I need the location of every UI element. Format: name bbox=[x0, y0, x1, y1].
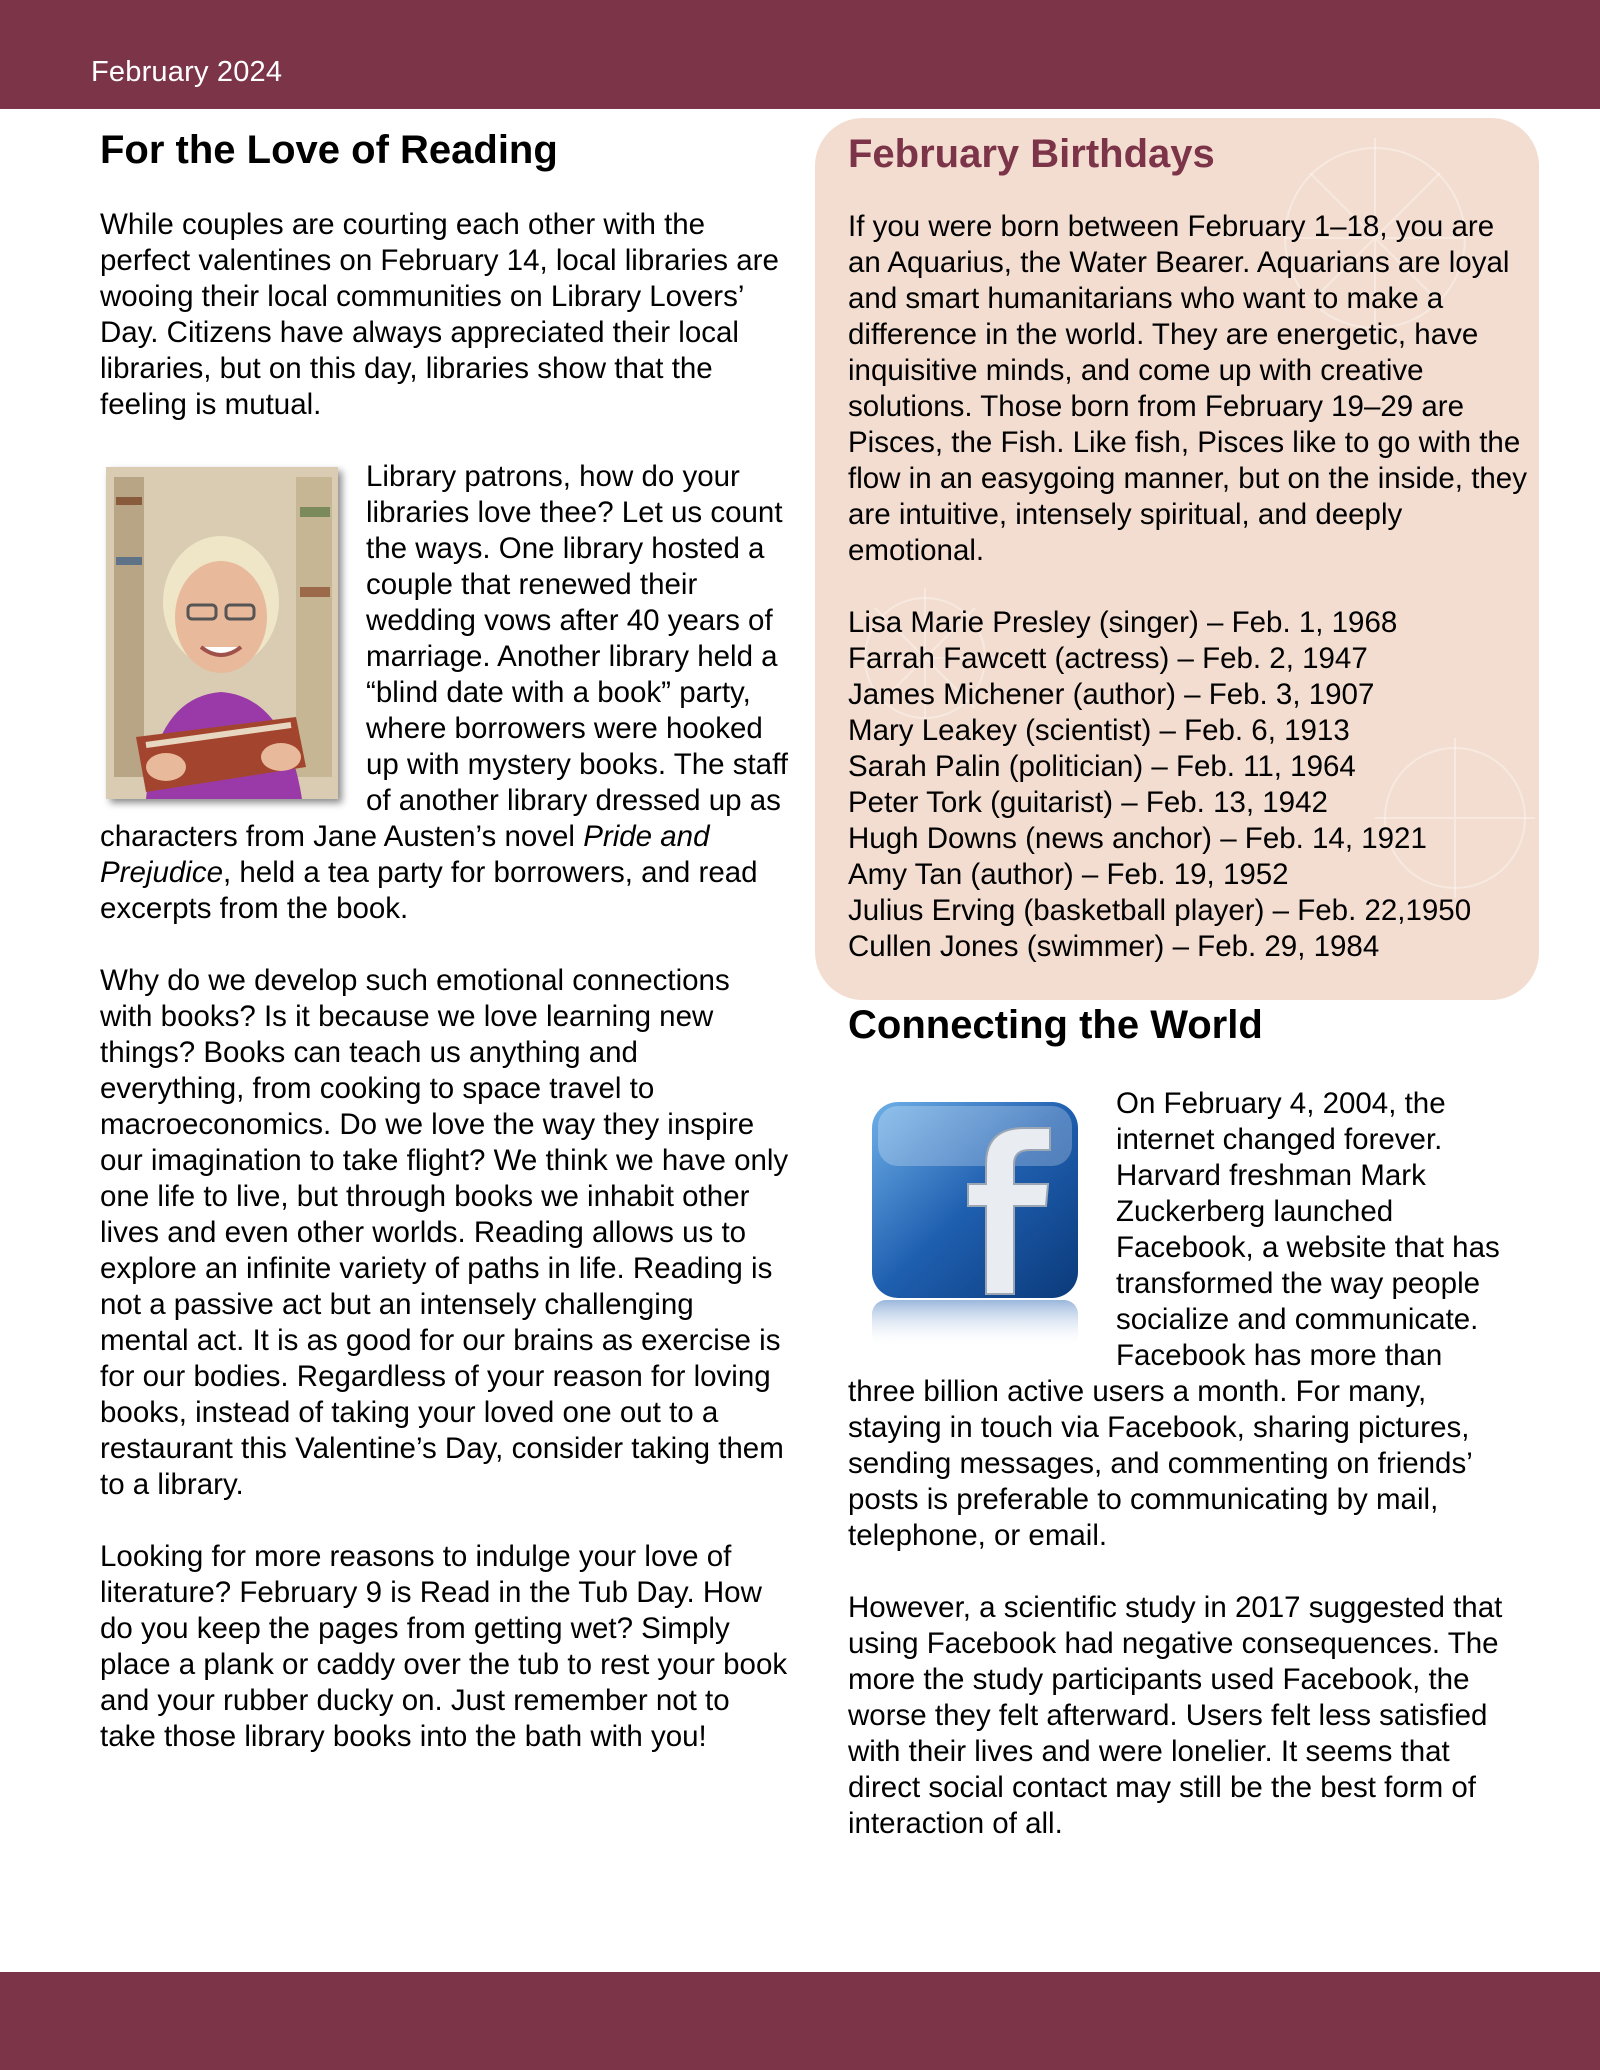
reading-paragraph-2-block bbox=[100, 459, 790, 927]
reading-title: For the Love of Reading bbox=[100, 128, 558, 172]
birthday-list bbox=[848, 605, 1528, 965]
birthday-item: Hugh Downs (news anchor) – Feb. 14, 1921 bbox=[848, 822, 1427, 855]
birthday-item: Mary Leakey (scientist) – Feb. 6, 1913 bbox=[848, 714, 1350, 747]
connecting-article bbox=[848, 1003, 1508, 1842]
reading-paragraph-2-end: , held a tea party for borrowers, and read excerpts from the book. bbox=[100, 856, 758, 925]
reading-paragraph-3: Why do we develop such emotional connections with books? Is it because we love learning new things? Books can teach us anything and everything, from cooking to space travel to macroeconomics. Do we love the way they inspire our imagination to take flight? We think we have only one life to live, but through books we inhabit other lives and even other worlds. Reading allows us to explore an infinite variety of paths in life. Reading is not a passive act but an intensely challenging mental act. It is as good for our brains as exercise is for our bodies. Regardless of your reason for loving books, instead of taking your loved one out to a restaurant this Valentine’s Day, consider taking them to a library. bbox=[100, 964, 789, 1501]
birthdays-title: February Birthdays bbox=[848, 132, 1215, 176]
reading-paragraph-1: While couples are courting each other with the perfect valentines on February 14, local libraries are wooing their local communities on Library Lovers’ Day. Citizens have always appreciated their local libraries, but on this day, libraries show that the feeling is mutual. bbox=[100, 208, 779, 421]
birthday-item: Cullen Jones (swimmer) – Feb. 29, 1984 bbox=[848, 930, 1380, 963]
reading-paragraph-2-start: Library patrons, how do your libraries love thee? Let us count the ways. One library hosted a couple that renewed their wedding vows after 40 years of marriage. Another library held a “blind date with a book” party, where borrowers were hooked up with mystery books. The staff of another library dressed up as characters from Jane Austen’s novel bbox=[100, 460, 788, 853]
birthday-item: Julius Erving (basketball player) – Feb. 22,1950 bbox=[848, 894, 1472, 927]
connecting-paragraph-1: On February 4, 2004, the internet changed forever. Harvard freshman Mark Zuckerberg launched Facebook, a website that has transformed the way people socialize and communicate. Facebook has more than three billion active users a month. For many, staying in touch via Facebook, sharing pictures, sending messages, and commenting on friends’ posts is preferable to communicating by mail, telephone, or email. bbox=[848, 1087, 1500, 1552]
birthdays-intro: If you were born between February 1–18, you are an Aquarius, the Water Bearer. Aquarians are loyal and smart humanitarians who want to make a difference in the world. They are energetic, have inquisitive minds, and come up with creative solutions. Those born from February 19–29 are Pisces, the Fish. Like fish, Pisces like to go with the flow in an easygoing manner, but on the inside, they are intuitive, intensely spiritual, and deeply emotional. bbox=[848, 210, 1527, 567]
woman-reading-photo bbox=[106, 467, 338, 799]
footer-bar bbox=[0, 1972, 1600, 2070]
connecting-paragraph-2: However, a scientific study in 2017 suggested that using Facebook had negative consequences. The more the study participants used Facebook, the worse they felt afterward. Users felt less satisfied with their lives and were lonelier. It seems that direct social contact may still be the best form of interaction of all. bbox=[848, 1591, 1503, 1840]
birthday-item: Lisa Marie Presley (singer) – Feb. 1, 1968 bbox=[848, 606, 1398, 639]
header-bar bbox=[0, 0, 1600, 109]
connecting-paragraph-1-block bbox=[848, 1086, 1508, 1554]
reading-paragraph-4: Looking for more reasons to indulge your love of literature? February 9 is Read in the Tub Day. How do you keep the pages from getting wet? Simply place a plank or caddy over the tub to rest your book and your rubber ducky on. Just remember not to take those library books into the bath with you! bbox=[100, 1540, 788, 1753]
birthday-item: Amy Tan (author) – Feb. 19, 1952 bbox=[848, 858, 1289, 891]
birthday-item: Peter Tork (guitarist) – Feb. 13, 1942 bbox=[848, 786, 1328, 819]
connecting-title: Connecting the World bbox=[848, 1003, 1263, 1047]
facebook-logo-icon bbox=[864, 1094, 1090, 1352]
book-title-italic: Pride and Prejudice bbox=[100, 820, 710, 889]
issue-date: February 2024 bbox=[91, 56, 283, 88]
birthday-item: James Michener (author) – Feb. 3, 1907 bbox=[848, 678, 1375, 711]
birthdays-box bbox=[815, 118, 1539, 1000]
reading-article bbox=[100, 128, 790, 1755]
birthday-item: Farrah Fawcett (actress) – Feb. 2, 1947 bbox=[848, 642, 1368, 675]
birthday-item: Sarah Palin (politician) – Feb. 11, 1964 bbox=[848, 750, 1356, 783]
